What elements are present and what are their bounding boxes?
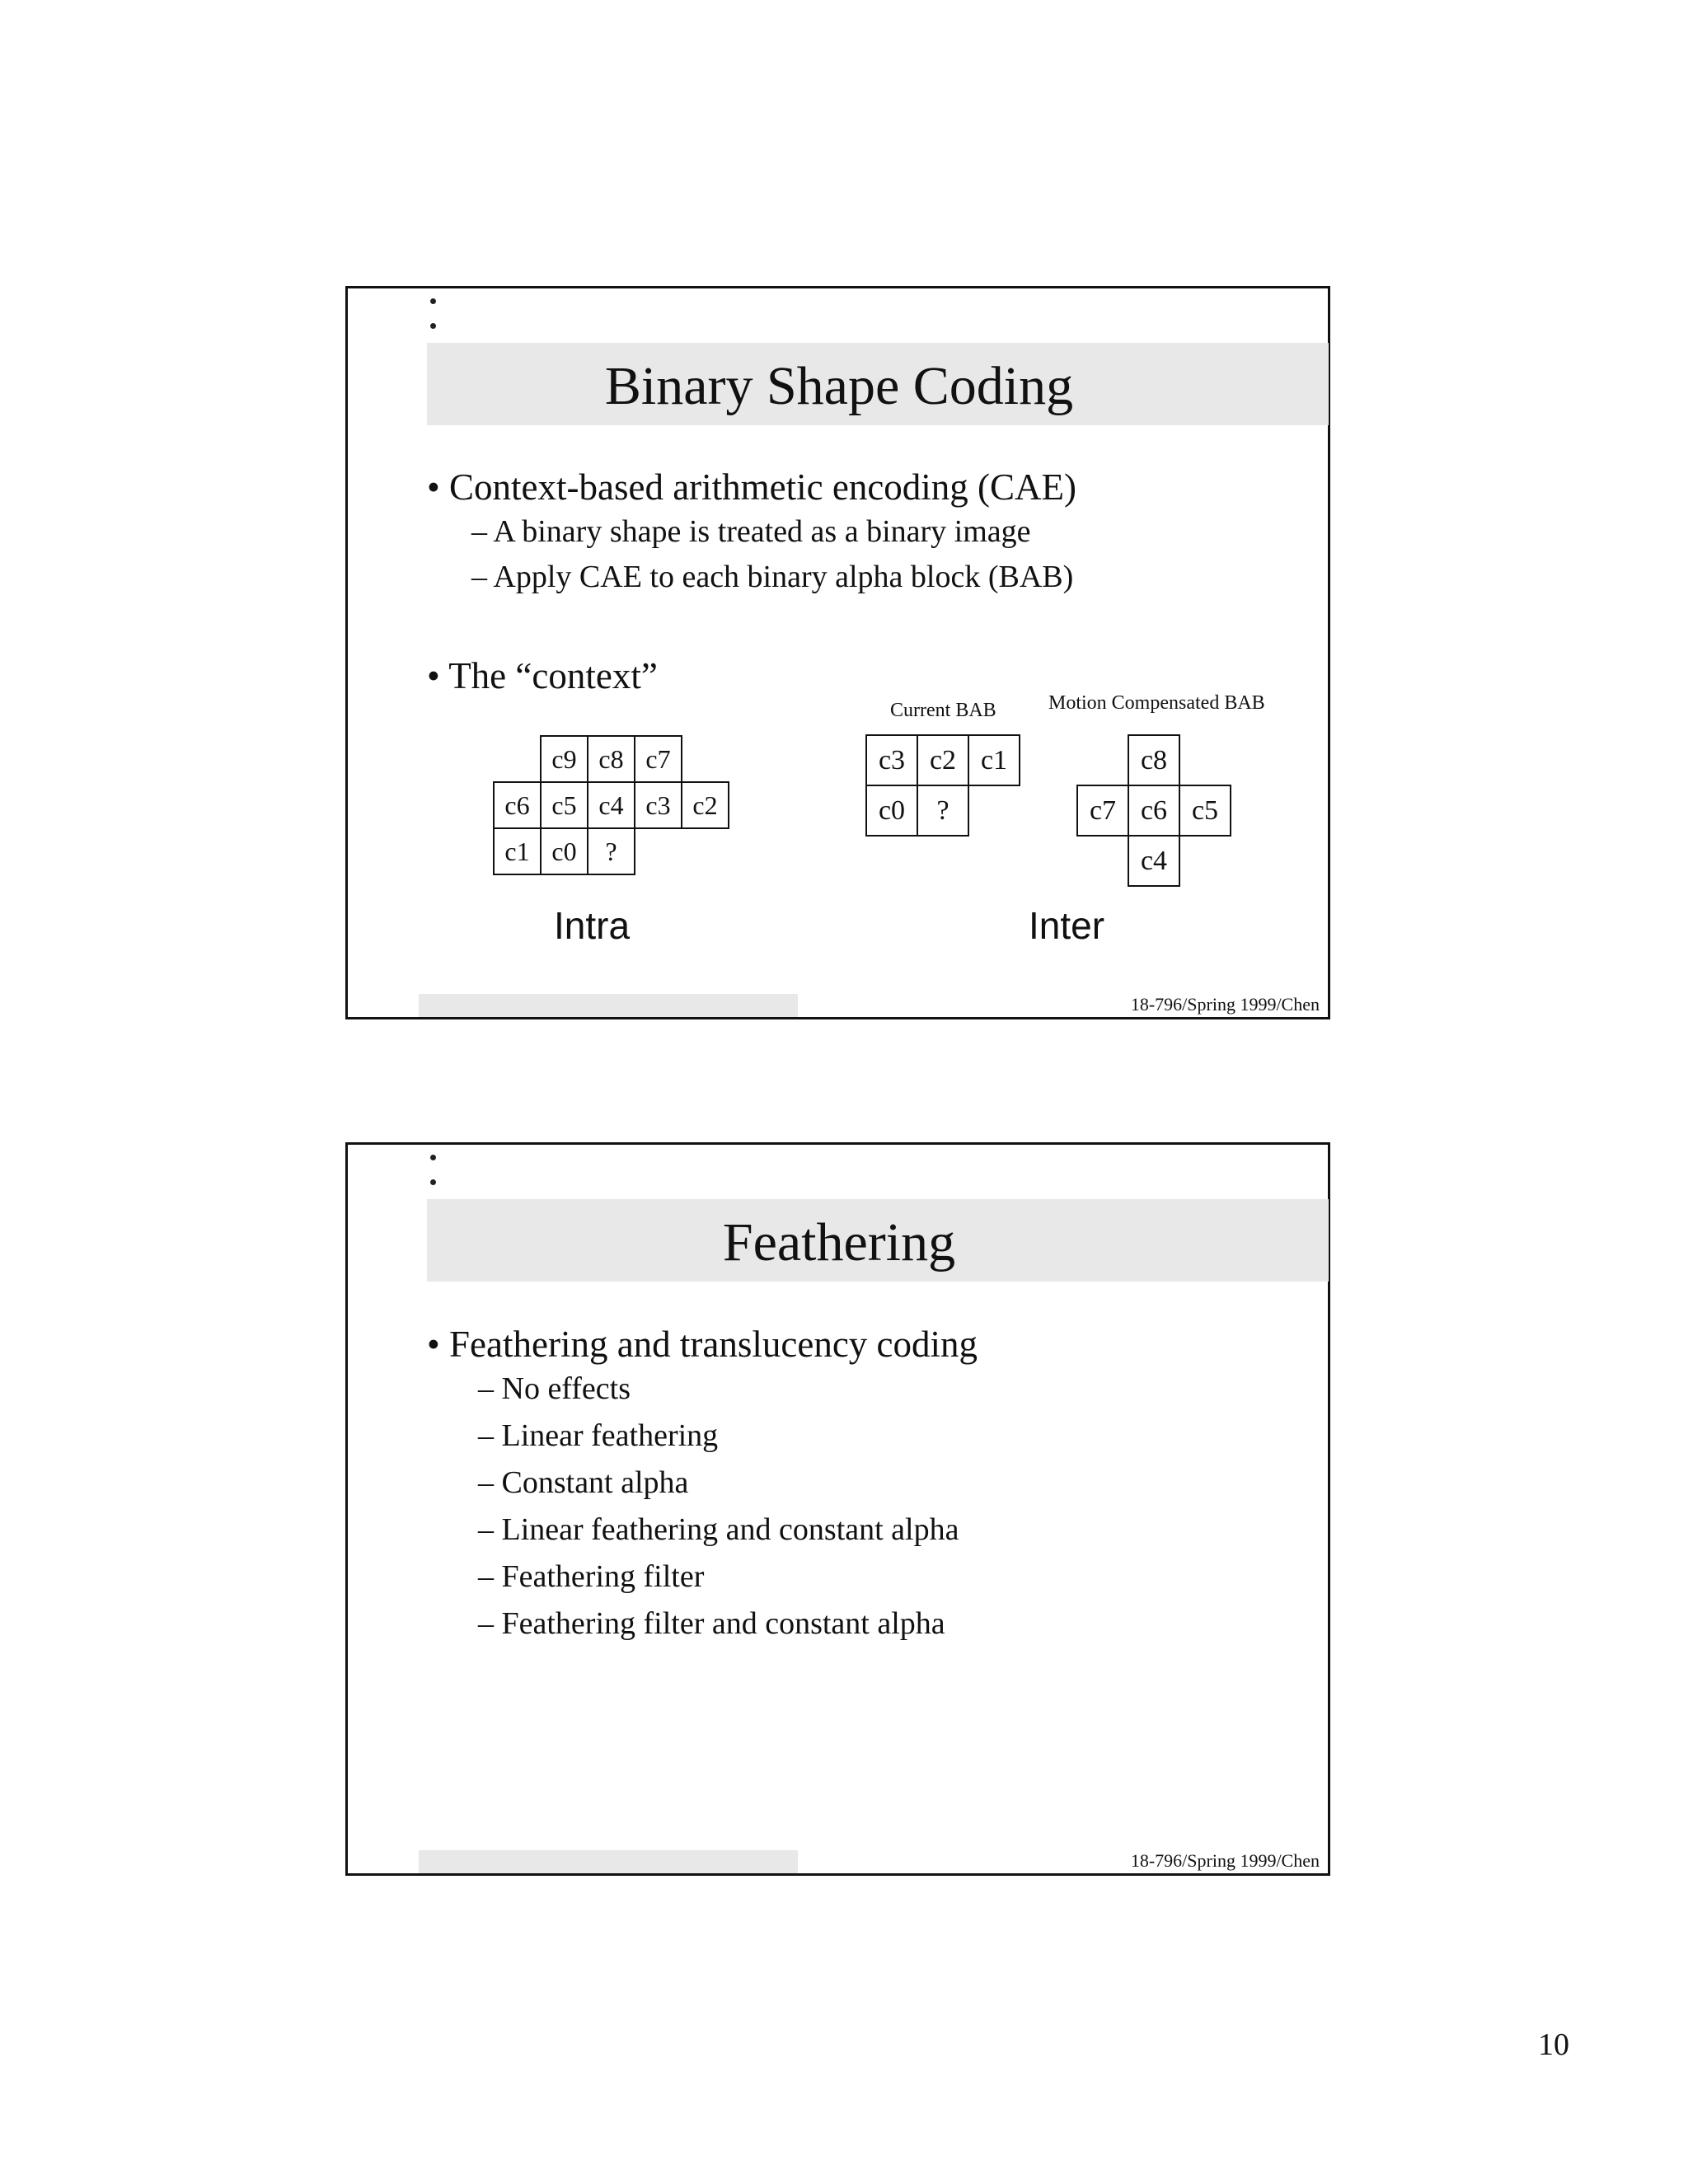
- bullet-cae: • Context-based arithmetic encoding (CAE): [427, 466, 1077, 508]
- grid-cell: c5: [1179, 785, 1231, 837]
- subitem: – Feathering filter: [478, 1559, 705, 1594]
- grid-cell: c8: [587, 735, 635, 783]
- grid-cell: ?: [917, 785, 969, 837]
- dot: [430, 1179, 436, 1185]
- subitem: – A binary shape is treated as a binary image: [471, 514, 1031, 549]
- dot: [430, 298, 436, 304]
- mc-bab-label: Motion Compensated BAB: [1048, 692, 1265, 714]
- grid-cell: c0: [540, 827, 588, 875]
- grid-cell: c9: [540, 735, 588, 783]
- grid-cell: c0: [865, 785, 918, 837]
- grid-cell: c3: [634, 781, 682, 829]
- slide-footer: 18-796/Spring 1999/Chen: [1130, 1850, 1320, 1871]
- grid-cell: c6: [493, 781, 542, 829]
- grid-cell: c5: [540, 781, 588, 829]
- grid-cell: ?: [587, 827, 635, 875]
- grid-cell: c1: [968, 734, 1020, 786]
- subitem: – Linear feathering: [478, 1418, 719, 1453]
- subitem: – Linear feathering and constant alpha: [478, 1512, 959, 1547]
- grid-cell: c7: [1076, 785, 1129, 837]
- grid-cell: c6: [1128, 785, 1180, 837]
- slide-footer: 18-796/Spring 1999/Chen: [1130, 994, 1320, 1015]
- grid-cell: c2: [681, 781, 729, 829]
- current-bab-label: Current BAB: [890, 700, 996, 721]
- grid-cell: c1: [493, 827, 542, 875]
- slide-title: Feathering: [722, 1212, 956, 1272]
- grid-cell: c8: [1128, 734, 1180, 786]
- slide-feathering: [345, 1142, 1330, 1876]
- subitem: – No effects: [478, 1371, 631, 1406]
- intra-label: Intra: [554, 904, 631, 947]
- footer-band: [419, 1850, 798, 1873]
- subitem: – Constant alpha: [478, 1465, 689, 1500]
- inter-label: Inter: [1029, 904, 1105, 947]
- grid-cell: c2: [917, 734, 969, 786]
- grid-cell: c7: [634, 735, 682, 783]
- grid-cell: c4: [587, 781, 635, 829]
- subitem: – Feathering filter and constant alpha: [478, 1606, 945, 1641]
- footer-band: [419, 994, 798, 1017]
- page-number: 10: [1538, 2027, 1569, 2062]
- bullet-context: • The “context”: [427, 655, 658, 696]
- subitem: – Apply CAE to each binary alpha block (BAB): [471, 560, 1074, 594]
- grid-cell: c4: [1128, 835, 1180, 887]
- dot: [430, 323, 436, 329]
- slide-binary-shape-coding: [345, 286, 1330, 1019]
- grid-cell: c3: [865, 734, 918, 786]
- dot: [430, 1155, 436, 1160]
- bullet-feathering: • Feathering and translucency coding: [427, 1324, 978, 1365]
- slide-title: Binary Shape Coding: [604, 356, 1074, 416]
